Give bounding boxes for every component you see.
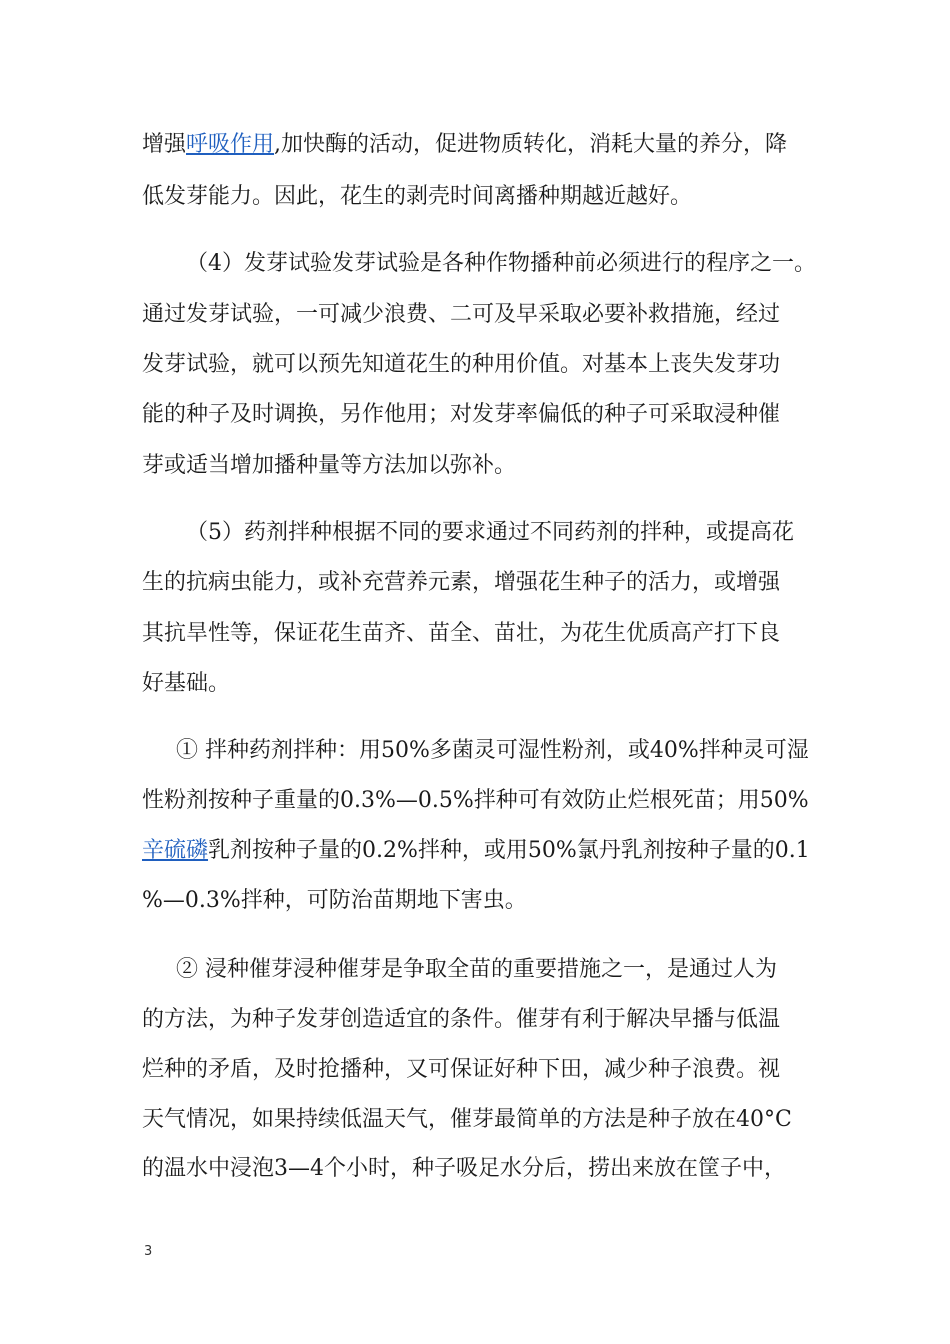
para5-line1: ② 浸种催芽浸种催芽是争取全苗的重要措施之一，是通过人为 <box>176 957 777 982</box>
text: ,加快酶的活动，促进物质转化，消耗大量的养分，降 <box>274 132 788 157</box>
para3-line2: 生的抗病虫能力，或补充营养元素，增强花生种子的活力，或增强 <box>142 570 781 595</box>
para2-line4: 能的种子及时调换，另作他用；对发芽率偏低的种子可采取浸种催 <box>142 402 781 427</box>
para3-line1: （5）药剂拌种根据不同的要求通过不同药剂的拌种，或提高花 <box>186 520 794 545</box>
para1-line2: 低发芽能力。因此，花生的剥壳时间离播种期越近越好。 <box>142 184 693 209</box>
link-phoxim[interactable]: 辛硫磷 <box>142 838 209 863</box>
link-respiration[interactable]: 呼吸作用 <box>186 132 275 157</box>
para5-line3: 烂种的矛盾，及时抢播种，又可保证好种下田，减少种子浪费。视 <box>142 1057 781 1082</box>
para5-line4: 天气情况，如果持续低温天气，催芽最简单的方法是种子放在40°C <box>142 1107 792 1132</box>
page-number: 3 <box>144 1244 153 1259</box>
para1-line1 <box>142 131 787 159</box>
para4-line1: ① 拌种药剂拌种：用50%多菌灵可湿性粉剂，或40%拌种灵可湿 <box>176 738 809 763</box>
para4-line4: %—0.3%拌种，可防治苗期地下害虫。 <box>142 888 527 913</box>
para2-line3: 发芽试验，就可以预先知道花生的种用价值。对基本上丧失发芽功 <box>142 352 781 377</box>
text: 乳剂按种子量的0.2%拌种，或用50%氯丹乳剂按种子量的0.1 <box>208 838 810 863</box>
para4-line3 <box>142 837 810 865</box>
para2-line1: （4）发芽试验发芽试验是各种作物播种前必须进行的程序之一。 <box>186 251 816 276</box>
para5-line2: 的方法，为种子发芽创造适宜的条件。催芽有利于解决早播与低温 <box>142 1007 781 1032</box>
para2-line2: 通过发芽试验，一可减少浪费、二可及早采取必要补救措施，经过 <box>142 302 781 327</box>
para3-line4: 好基础。 <box>142 671 231 696</box>
para5-line5: 的温水中浸泡3—4个小时，种子吸足水分后，捞出来放在筐子中， <box>142 1156 786 1181</box>
para3-line3: 其抗旱性等，保证花生苗齐、苗全、苗壮，为花生优质高产打下良 <box>142 621 781 646</box>
para2-line5: 芽或适当增加播种量等方法加以弥补。 <box>142 453 517 478</box>
text: 增强 <box>142 132 187 157</box>
para4-line2: 性粉剂按种子重量的0.3%—0.5%拌种可有效防止烂根死苗；用50% <box>142 788 809 813</box>
